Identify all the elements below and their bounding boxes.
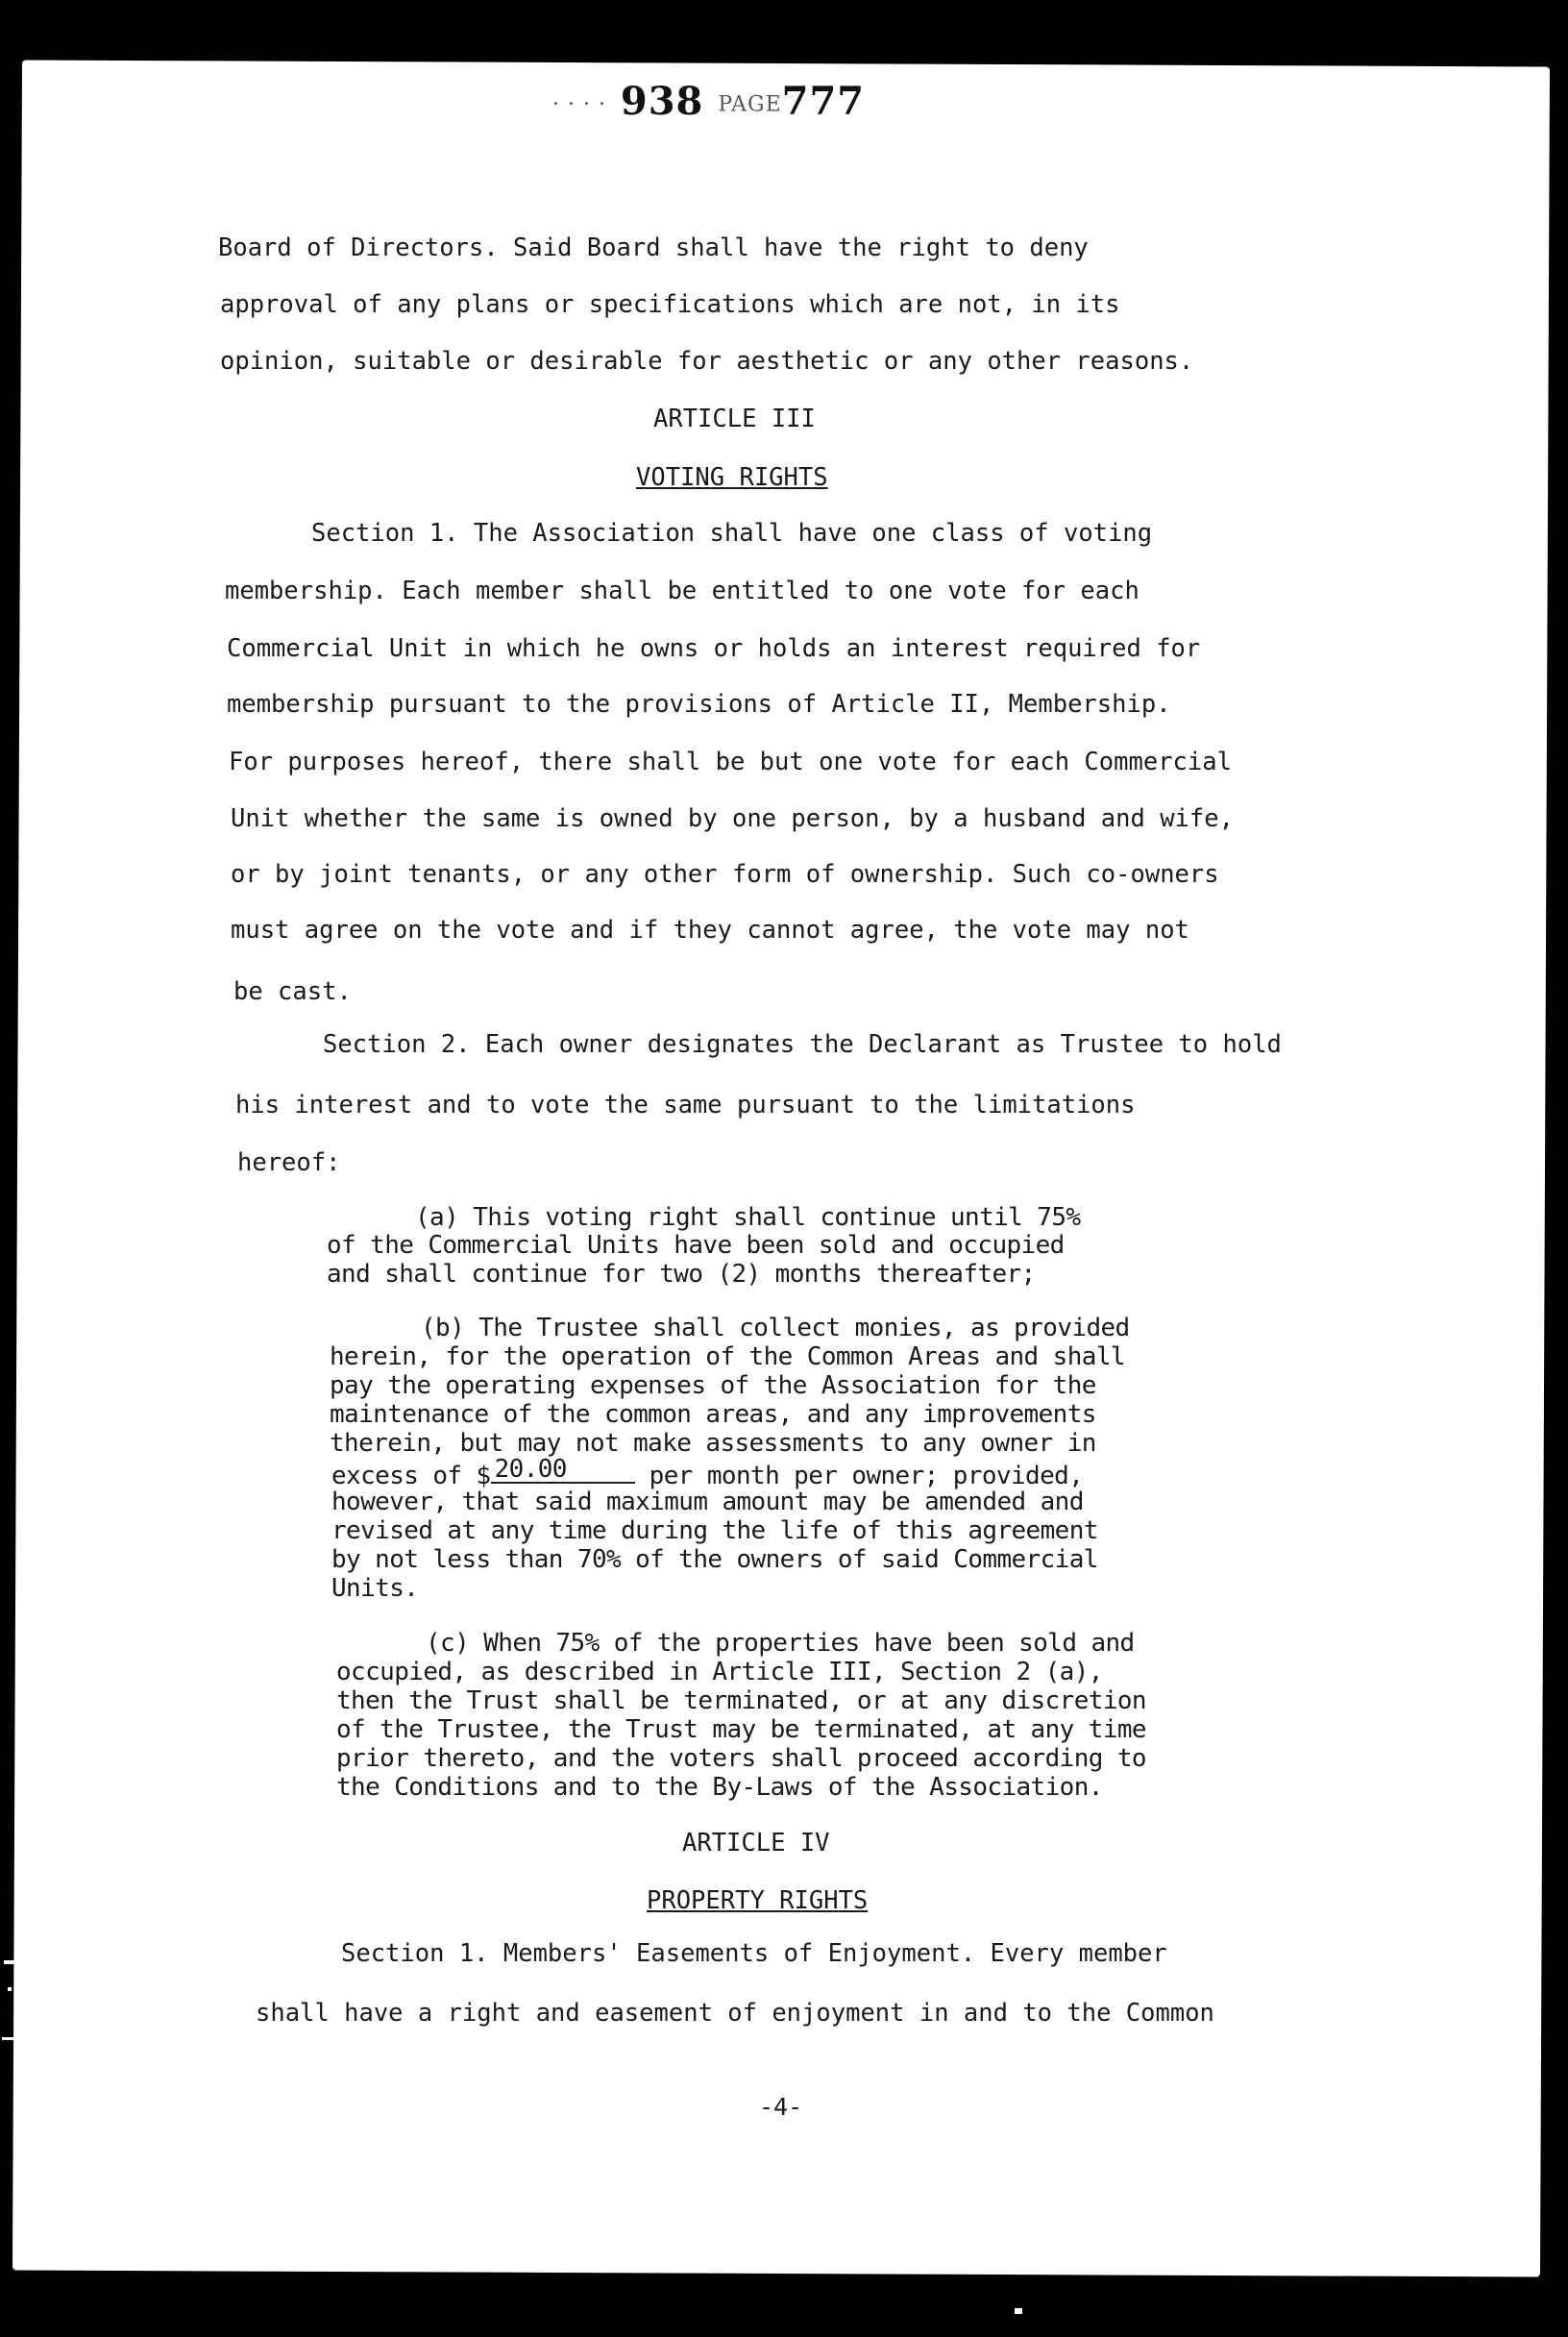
subparagraph-c-line: of the Trustee, the Trust may be terminated, at any time bbox=[336, 1715, 1146, 1744]
subparagraph-b-line: herein, for the operation of the Common Areas and shall bbox=[330, 1342, 1125, 1371]
scan-speck bbox=[4, 1960, 17, 1964]
intro-line: approval of any plans or specifications which are not, in its bbox=[220, 290, 1120, 319]
subparagraph-c-line: occupied, as described in Article III, Section 2 (a), bbox=[336, 1658, 1103, 1686]
subparagraph-b-line: revised at any time during the life of this agreement bbox=[331, 1516, 1098, 1545]
intro-line: Board of Directors. Said Board shall have the right to deny bbox=[218, 234, 1089, 262]
article-3-section-1-line: must agree on the vote and if they cannot agree, the vote may not bbox=[231, 916, 1189, 945]
subparagraph-b-line: by not less than 70% of the owners of said Commercial bbox=[331, 1545, 1098, 1574]
subparagraph-b-line: (b) The Trustee shall collect monies, as provided bbox=[421, 1314, 1130, 1342]
article-4-section-1-line: shall have a right and easement of enjoyment in and to the Common bbox=[256, 1999, 1214, 2028]
amount-suffix: per month per owner; provided, bbox=[634, 1462, 1084, 1490]
article-3-heading: ARTICLE III bbox=[653, 405, 816, 433]
article-3-section-1-line: Section 1. The Association shall have one class of voting bbox=[311, 519, 1153, 548]
article-3-section-2-line: hereof: bbox=[237, 1148, 341, 1177]
subparagraph-a-line: (a) This voting right shall continue until 75% bbox=[415, 1203, 1081, 1232]
assessment-amount: 20.00 bbox=[494, 1455, 567, 1484]
article-3-section-2-line: Section 2. Each owner designates the Declarant as Trustee to hold bbox=[323, 1030, 1282, 1059]
recording-stamp bbox=[552, 79, 865, 124]
article-3-section-1-line: be cast. bbox=[233, 977, 352, 1006]
article-3-section-1-line: or by joint tenants, or any other form of ownership. Such co-owners bbox=[231, 860, 1219, 889]
stamp-page-label: PAGE bbox=[718, 92, 782, 117]
article-3-section-1-line: For purposes hereof, there shall be but one vote for each Commercial bbox=[229, 748, 1232, 776]
subparagraph-b-line: Units. bbox=[331, 1574, 419, 1603]
article-4-title: PROPERTY RIGHTS bbox=[647, 1886, 869, 1915]
subparagraph-c-line: (c) When 75% of the properties have been sold and bbox=[426, 1629, 1135, 1658]
scan-speck bbox=[1015, 2308, 1022, 2314]
amount-prefix: excess of $ bbox=[331, 1462, 491, 1490]
article-4-heading: ARTICLE IV bbox=[682, 1829, 830, 1857]
article-3-title: VOTING RIGHTS bbox=[636, 463, 828, 492]
article-4-section-1-line: Section 1. Members' Easements of Enjoyment. Every member bbox=[341, 1939, 1167, 1968]
article-3-section-2-line: his interest and to vote the same pursuant to the limitations bbox=[235, 1091, 1136, 1119]
article-3-section-1-line: membership. Each member shall be entitled to one vote for each bbox=[225, 577, 1139, 605]
stamp-book-number: 938 bbox=[620, 79, 704, 124]
amount-blank bbox=[491, 1455, 635, 1484]
scan-speck bbox=[8, 1987, 12, 1991]
stamp-page-number: 777 bbox=[781, 79, 866, 124]
subparagraph-c-line: prior thereto, and the voters shall proceed according to bbox=[336, 1744, 1146, 1773]
subparagraph-c-line: the Conditions and to the By-Laws of the Association. bbox=[336, 1773, 1103, 1802]
subparagraph-b-line: pay the operating expenses of the Association for the bbox=[330, 1371, 1096, 1400]
subparagraph-b-line: however, that said maximum amount may be amended and bbox=[331, 1488, 1084, 1516]
subparagraph-b-amount-line bbox=[331, 1455, 1084, 1490]
subparagraph-c-line: then the Trust shall be terminated, or at any discretion bbox=[336, 1686, 1146, 1715]
stamp-prefix: · · · · bbox=[552, 92, 606, 117]
page-number: -4- bbox=[759, 2093, 803, 2121]
subparagraph-b-line: therein, but may not make assessments to any owner in bbox=[330, 1429, 1096, 1458]
article-3-section-1-line: Unit whether the same is owned by one person, by a husband and wife, bbox=[231, 804, 1234, 833]
scan-speck bbox=[2, 2037, 19, 2040]
article-3-section-1-line: membership pursuant to the provisions of Article II, Membership. bbox=[227, 690, 1171, 719]
intro-line: opinion, suitable or desirable for aesthetic or any other reasons. bbox=[220, 347, 1194, 376]
subparagraph-b-line: maintenance of the common areas, and any improvements bbox=[330, 1400, 1096, 1429]
article-3-section-1-line: Commercial Unit in which he owns or holds an interest required for bbox=[227, 634, 1201, 663]
subparagraph-a-line: of the Commercial Units have been sold and occupied bbox=[327, 1231, 1065, 1260]
subparagraph-a-line: and shall continue for two (2) months thereafter; bbox=[327, 1260, 1036, 1289]
